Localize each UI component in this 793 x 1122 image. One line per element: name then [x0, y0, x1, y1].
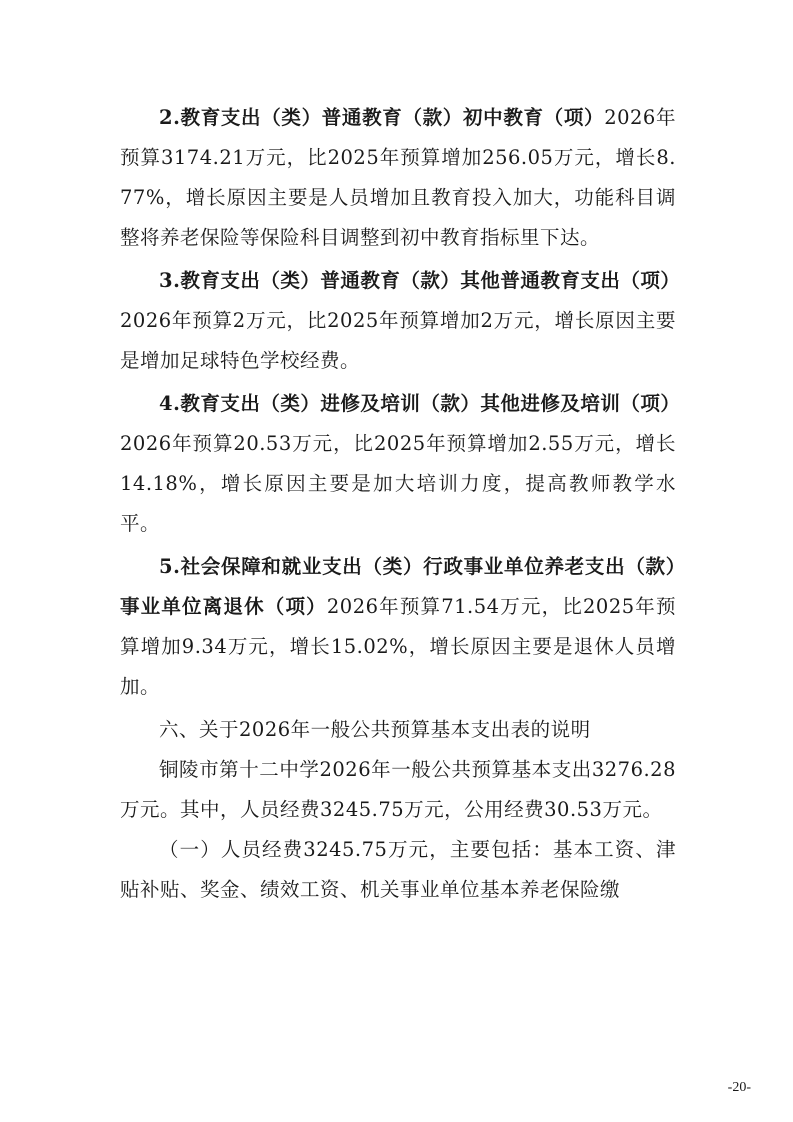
page-number: -20- — [727, 1080, 751, 1095]
paragraph-item-3 — [120, 261, 681, 381]
item-text: 2026年预算2万元，比2025年预算增加2万元，增长原因主要是增加足球特色学校经费。 — [120, 309, 676, 372]
item-heading: 3.教育支出（类）普通教育（款）其他普通教育支出（项） — [159, 269, 681, 292]
item-text: 2026年预算20.53万元，比2025年预算增加2.55万元，增长14.18%，增长原因主要是加大培训力度，提高教师教学水平。 — [120, 432, 676, 535]
section-heading: 六、关于2026年一般公共预算基本支出表的说明 — [159, 718, 591, 741]
item-heading: 5.社会保障和就业支出（类）行政事业单位养老支出（款）事业单位离退休（项） — [120, 555, 676, 618]
paragraph-item-2 — [120, 98, 676, 258]
body-paragraph-summary: 铜陵市第十二中学2026年一般公共预算基本支出3276.28万元。其中，人员经费3245.75万元，公用经费30.53万元。 — [120, 758, 676, 821]
body-paragraph-personnel: （一）人员经费3245.75万元，主要包括：基本工资、津贴补贴、奖金、绩效工资、机关事业单位基本养老保险缴 — [120, 838, 676, 901]
document-body — [120, 98, 681, 910]
item-heading: 4.教育支出（类）进修及培训（款）其他进修及培训（项） — [159, 392, 681, 415]
item-text: 2026年预算3174.21万元，比2025年预算增加256.05万元，增长8.77%，增长原因主要是人员增加且教育投入加大，功能科目调整将养老保险等保险科目调整到初中教育指标里下达。 — [120, 106, 676, 249]
item-heading: 2.教育支出（类）普通教育（款）初中教育（项） — [159, 106, 605, 129]
paragraph-item-4 — [120, 384, 681, 544]
paragraph-item-5 — [120, 547, 676, 707]
item-text: 2026年预算71.54万元，比2025年预算增加9.34万元，增长15.02%，增长原因主要是退休人员增加。 — [120, 595, 676, 698]
